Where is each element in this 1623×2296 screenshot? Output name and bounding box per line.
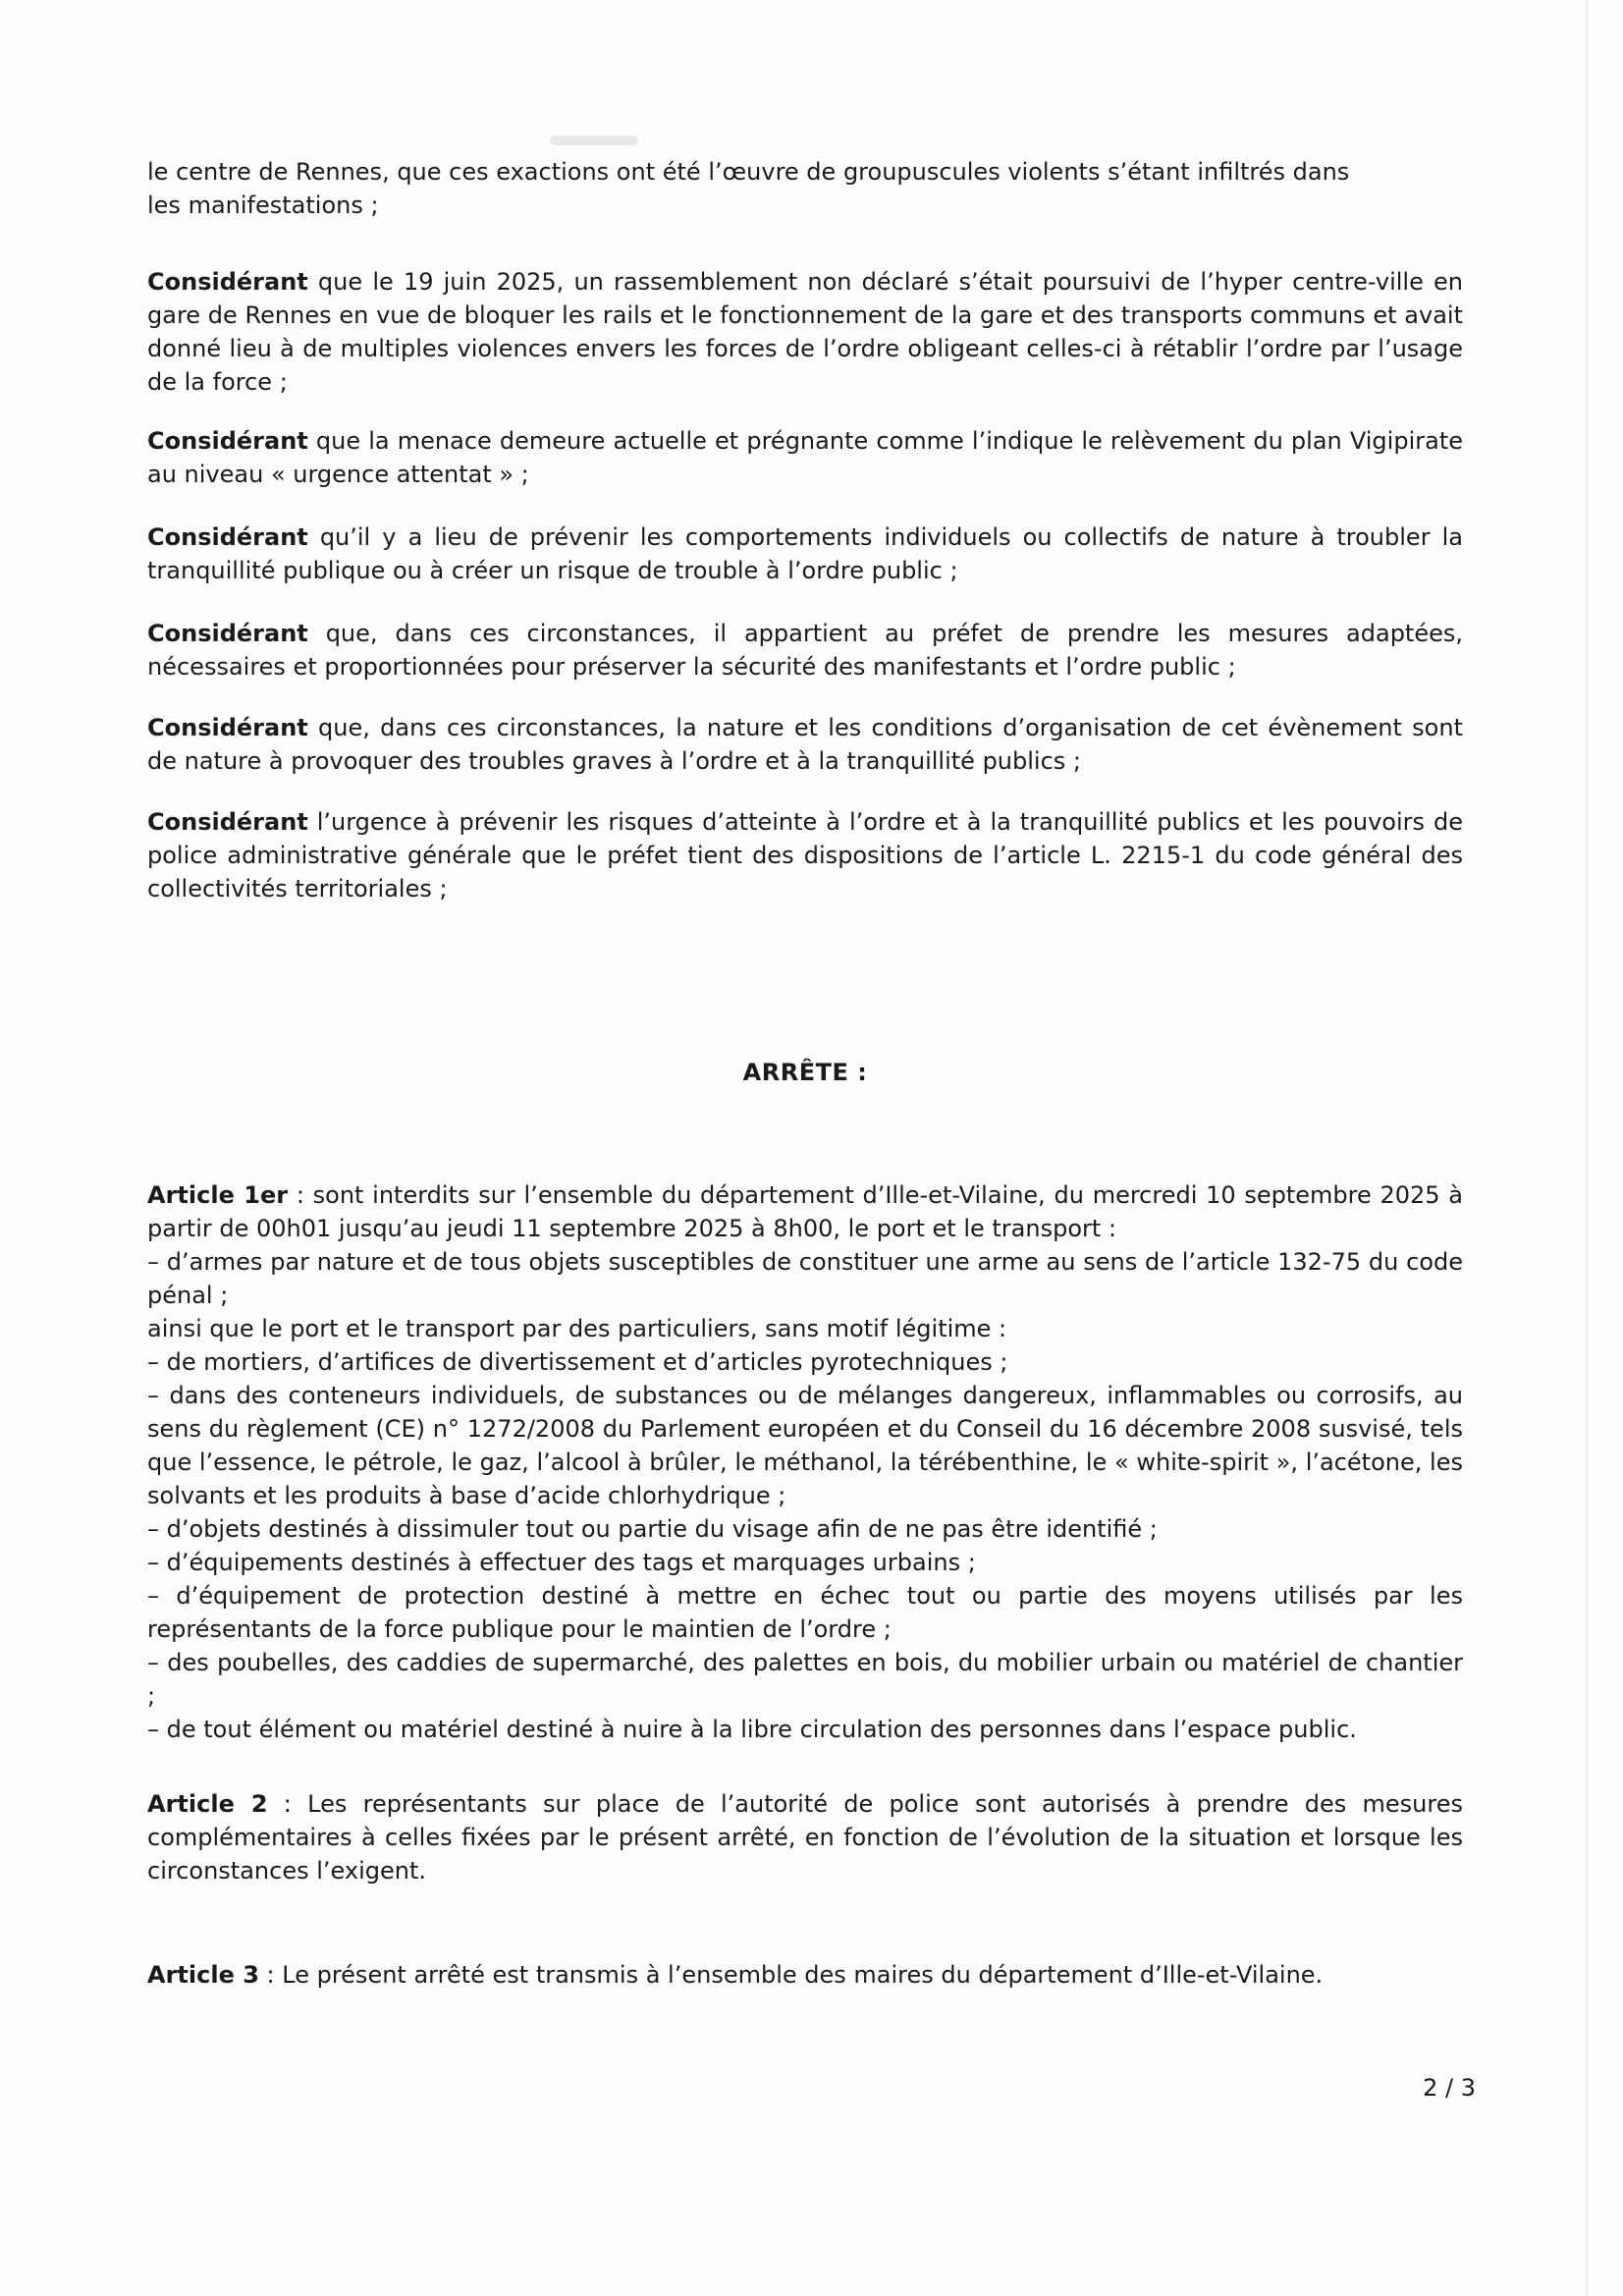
- article-2: [147, 1787, 1463, 1887]
- considerant-text: que, dans ces circonstances, la nature et les conditions d’organisation de cet évènement sont de nature à provoquer des troubles graves à l’ordre et à la tranquillité publics ;: [147, 714, 1463, 775]
- article-1-item: ainsi que le port et le transport par des particuliers, sans motif légitime :: [147, 1315, 1007, 1342]
- scan-edge-line: [1586, 0, 1588, 2296]
- continuation-line: les manifestations ;: [147, 191, 379, 219]
- considerant-paragraph: [147, 805, 1463, 905]
- article-1-item: – de tout élément ou matériel destiné à nuire à la libre circulation des personnes dans l’espace public.: [147, 1716, 1357, 1743]
- continuation-line: le centre de Rennes, que ces exactions ont été l’œuvre de groupuscules violents s’étant infiltrés dans: [147, 158, 1350, 186]
- considerant-paragraph: [147, 711, 1463, 778]
- considerant-paragraph: [147, 520, 1463, 587]
- article-1-item: – d’équipement de protection destiné à mettre en échec tout ou partie des moyens utilisés par les représentants de la force publique pour le maintien de l’ordre ;: [147, 1582, 1463, 1643]
- article-3: [147, 1958, 1463, 1992]
- considerant-keyword: Considérant: [147, 268, 308, 296]
- considerant-text: qu’il y a lieu de prévenir les comportements individuels ou collectifs de nature à troubler la tranquillité publique ou à créer un risque de trouble à l’ordre public ;: [147, 523, 1463, 584]
- scan-artifact: [550, 136, 638, 145]
- article-1-item: – de mortiers, d’artifices de divertissement et d’articles pyrotechniques ;: [147, 1348, 1008, 1376]
- considerant-text: que, dans ces circonstances, il appartient au préfet de prendre les mesures adaptées, nécessaires et proportionnées pour préserver la sécurité des manifestants et l’ordre public ;: [147, 620, 1463, 681]
- considerant-keyword: Considérant: [147, 427, 308, 455]
- considerant-paragraph: [147, 617, 1463, 683]
- article-text: : Les représentants sur place de l’autorité de police sont autorisés à prendre des mesures complémentaires à celles fixées par le présent arrêté, en fonction de l’évolution de la situation et lorsque les circonstances l’exigent.: [147, 1790, 1463, 1885]
- page-number: 2 / 3: [1423, 2074, 1476, 2102]
- considerant-text: l’urgence à prévenir les risques d’atteinte à l’ordre et à la tranquillité publics et les pouvoirs de police administrative générale que le préfet tient des dispositions de l’article L. 2215-1 du code général des collectivités territoriales ;: [147, 808, 1463, 902]
- considerant-keyword: Considérant: [147, 808, 308, 836]
- considerant-text: que la menace demeure actuelle et prégnante comme l’indique le relèvement du plan Vigipirate au niveau « urgence attentat » ;: [147, 427, 1463, 488]
- article-1-item: – d’armes par nature et de tous objets susceptibles de constituer une arme au sens de l’article 132-75 du code pénal ;: [147, 1248, 1463, 1309]
- considerant-text: que le 19 juin 2025, un rassemblement non déclaré s’était poursuivi de l’hyper centre-ville en gare de Rennes en vue de bloquer les rails et le fonctionnement de la gare et des transports communs et avait donné lieu à de multiples violences envers les forces de l’ordre obligeant celles-ci à rétablir l’ordre par l’usage de la force ;: [147, 268, 1463, 396]
- article-1-item: – dans des conteneurs individuels, de substances ou de mélanges dangereux, inflammables ou corrosifs, au sens du règlement (CE) n° 1272/2008 du Parlement européen et du Conseil du 16 décembre 2008 susvisé, tels que l’essence, le pétrole, le gaz, l’alcool à brûler, le méthanol, la térébenthine, le « white-spirit », l’acétone, les solvants et les produits à base d’acide chlorhydrique ;: [147, 1382, 1463, 1509]
- continuation-paragraph: [147, 155, 1463, 222]
- considerant-keyword: Considérant: [147, 523, 308, 551]
- article-1-item: – d’objets destinés à dissimuler tout ou partie du visage afin de ne pas être identifié ;: [147, 1515, 1158, 1543]
- article-1-item: – d’équipements destinés à effectuer des tags et marquages urbains ;: [147, 1549, 976, 1576]
- considerant-paragraph: [147, 265, 1463, 399]
- decree-heading: ARRÊTE :: [742, 1059, 868, 1086]
- considerant-keyword: Considérant: [147, 620, 308, 647]
- article-1-item: – des poubelles, des caddies de supermarché, des palettes en bois, du mobilier urbain ou matériel de chantier ;: [147, 1649, 1463, 1710]
- article-label: Article 3: [147, 1961, 259, 1989]
- article-label: Article 1er: [147, 1181, 289, 1209]
- considerant-keyword: Considérant: [147, 714, 308, 741]
- article-label: Article 2: [147, 1790, 268, 1818]
- considerant-paragraph: [147, 424, 1463, 491]
- article-1: [147, 1178, 1463, 1746]
- article-intro: : sont interdits sur l’ensemble du département d’Ille-et-Vilaine, du mercredi 10 septembre 2025 à partir de 00h01 jusqu’au jeudi 11 septembre 2025 à 8h00, le port et le transport :: [147, 1181, 1463, 1242]
- article-text: : Le présent arrêté est transmis à l’ensemble des maires du département d’Ille-et-Vilaine.: [258, 1961, 1324, 1989]
